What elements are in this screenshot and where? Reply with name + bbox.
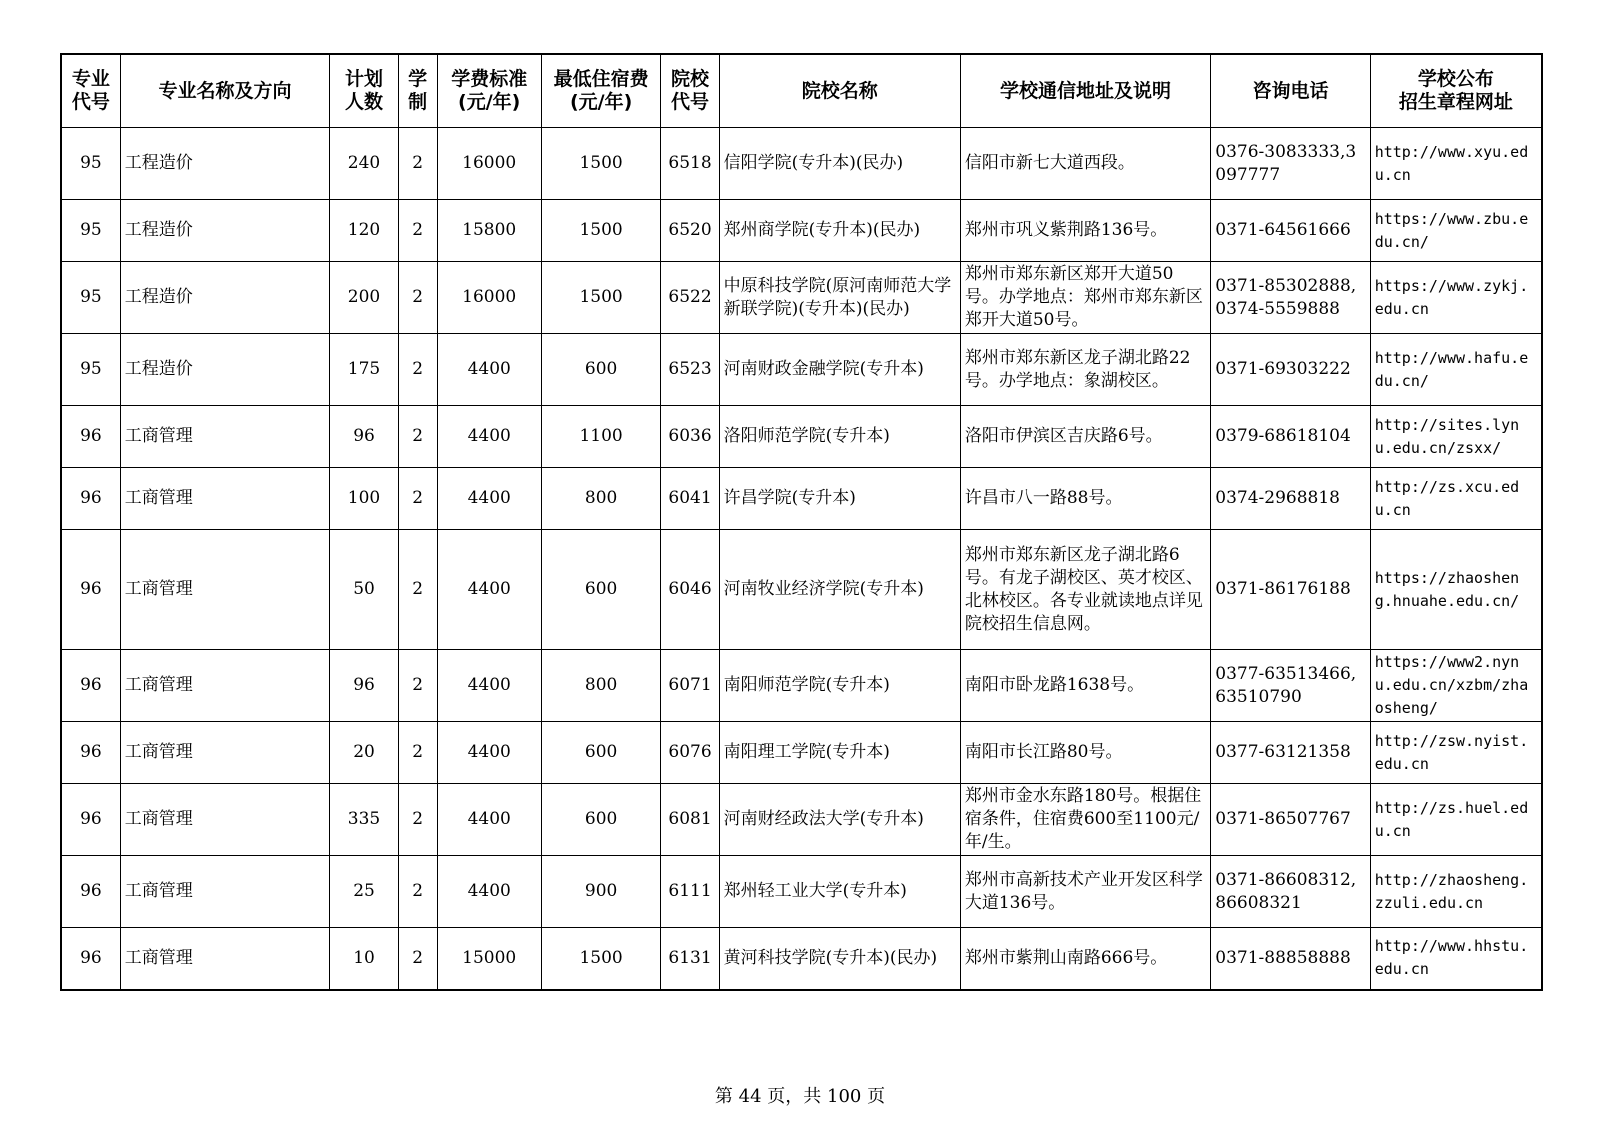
col-duration-cell: 2 (398, 406, 437, 468)
col-address-cell: 郑州市郑东新区郑开大道50号。办学地点：郑州市郑东新区郑开大道50号。 (960, 262, 1210, 334)
table-body (61, 128, 1542, 990)
col-tuition-cell: 15800 (437, 200, 541, 262)
col-housing-cell: 600 (541, 334, 661, 406)
col-phone-cell: 0371-69303222 (1211, 334, 1370, 406)
col-school-code-cell: 6046 (661, 530, 719, 650)
col-housing-cell: 800 (541, 650, 661, 722)
col-phone-cell: 0371-85302888,0374-5559888 (1211, 262, 1370, 334)
col-housing-cell: 1500 (541, 128, 661, 200)
col-major-code-cell: 96 (61, 468, 120, 530)
col-duration-cell: 2 (398, 722, 437, 784)
col-duration-cell: 2 (398, 650, 437, 722)
col-plan-count-cell: 175 (330, 334, 398, 406)
col-website-cell[interactable]: http://zsw.nyist.edu.cn (1370, 722, 1542, 784)
col-school-code-cell: 6041 (661, 468, 719, 530)
col-major-code-cell: 96 (61, 722, 120, 784)
col-address-cell: 信阳市新七大道西段。 (960, 128, 1210, 200)
table-row (61, 650, 1542, 722)
col-duration-cell: 2 (398, 334, 437, 406)
col-major-name-cell: 工商管理 (120, 406, 330, 468)
table-row (61, 928, 1542, 990)
col-major-name-cell: 工商管理 (120, 856, 330, 928)
col-major-name-cell: 工商管理 (120, 784, 330, 856)
col-tuition-cell: 16000 (437, 128, 541, 200)
col-website-cell[interactable]: https://www.zbu.edu.cn/ (1370, 200, 1542, 262)
table-row (61, 262, 1542, 334)
col-website-cell[interactable]: http://zhaosheng.zzuli.edu.cn (1370, 856, 1542, 928)
col-major-code-cell: 95 (61, 334, 120, 406)
col-tuition-cell: 4400 (437, 530, 541, 650)
col-major-name-cell: 工商管理 (120, 650, 330, 722)
col-housing-cell: 1100 (541, 406, 661, 468)
col-tuition-cell: 4400 (437, 406, 541, 468)
col-duration-cell: 2 (398, 530, 437, 650)
col-school-name-cell: 河南牧业经济学院(专升本) (719, 530, 960, 650)
col-tuition-cell: 4400 (437, 722, 541, 784)
col-major-name-cell: 工商管理 (120, 722, 330, 784)
col-duration-cell: 2 (398, 784, 437, 856)
col-tuition-cell: 4400 (437, 856, 541, 928)
col-school-name-cell: 南阳理工学院(专升本) (719, 722, 960, 784)
col-school-name-cell: 中原科技学院(原河南师范大学新联学院)(专升本)(民办) (719, 262, 960, 334)
col-housing-cell: 1500 (541, 200, 661, 262)
col-school-code-cell: 6523 (661, 334, 719, 406)
col-school-name-cell: 河南财经政法大学(专升本) (719, 784, 960, 856)
table-row (61, 334, 1542, 406)
col-phone-cell: 0371-86608312,86608321 (1211, 856, 1370, 928)
col-website-header: 学校公布 招生章程网址 (1370, 54, 1542, 128)
col-tuition-header: 学费标准 (元/年) (437, 54, 541, 128)
col-tuition-cell: 16000 (437, 262, 541, 334)
col-tuition-cell: 15000 (437, 928, 541, 990)
col-school-code-cell: 6522 (661, 262, 719, 334)
col-major-code-cell: 95 (61, 128, 120, 200)
col-address-cell: 南阳市长江路80号。 (960, 722, 1210, 784)
col-school-name-cell: 洛阳师范学院(专升本) (719, 406, 960, 468)
col-school-name-cell: 黄河科技学院(专升本)(民办) (719, 928, 960, 990)
table-row (61, 530, 1542, 650)
col-phone-cell: 0377-63121358 (1211, 722, 1370, 784)
col-school-name-cell: 南阳师范学院(专升本) (719, 650, 960, 722)
col-address-cell: 郑州市高新技术产业开发区科学大道136号。 (960, 856, 1210, 928)
col-school-code-cell: 6518 (661, 128, 719, 200)
col-website-cell[interactable]: http://sites.lynu.edu.cn/zsxx/ (1370, 406, 1542, 468)
col-housing-header: 最低住宿费 (元/年) (541, 54, 661, 128)
col-school-code-cell: 6076 (661, 722, 719, 784)
col-phone-cell: 0371-64561666 (1211, 200, 1370, 262)
col-major-code-cell: 96 (61, 856, 120, 928)
col-duration-cell: 2 (398, 200, 437, 262)
col-major-name-cell: 工商管理 (120, 530, 330, 650)
col-school-code-header: 院校 代号 (661, 54, 719, 128)
col-housing-cell: 600 (541, 530, 661, 650)
col-plan-count-cell: 25 (330, 856, 398, 928)
col-school-name-cell: 许昌学院(专升本) (719, 468, 960, 530)
col-major-code-cell: 96 (61, 406, 120, 468)
col-website-cell[interactable]: http://www.hafu.edu.cn/ (1370, 334, 1542, 406)
col-housing-cell: 800 (541, 468, 661, 530)
col-school-name-cell: 郑州轻工业大学(专升本) (719, 856, 960, 928)
col-school-name-cell: 郑州商学院(专升本)(民办) (719, 200, 960, 262)
col-duration-cell: 2 (398, 856, 437, 928)
col-address-cell: 郑州市郑东新区龙子湖北路6号。有龙子湖校区、英才校区、北林校区。各专业就读地点详见院校招生信息网。 (960, 530, 1210, 650)
col-housing-cell: 600 (541, 722, 661, 784)
table-row (61, 722, 1542, 784)
admission-table (60, 53, 1543, 991)
col-plan-count-cell: 50 (330, 530, 398, 650)
col-address-cell: 洛阳市伊滨区吉庆路6号。 (960, 406, 1210, 468)
col-housing-cell: 1500 (541, 928, 661, 990)
col-plan-count-cell: 96 (330, 650, 398, 722)
col-tuition-cell: 4400 (437, 468, 541, 530)
col-plan-count-cell: 200 (330, 262, 398, 334)
col-phone-cell: 0371-86507767 (1211, 784, 1370, 856)
table-row (61, 200, 1542, 262)
col-website-cell[interactable]: http://www.hhstu.edu.cn (1370, 928, 1542, 990)
col-plan-count-cell: 96 (330, 406, 398, 468)
col-plan-count-cell: 240 (330, 128, 398, 200)
col-tuition-cell: 4400 (437, 650, 541, 722)
col-major-code-cell: 95 (61, 262, 120, 334)
table-row (61, 468, 1542, 530)
col-school-name-header: 院校名称 (719, 54, 960, 128)
table-row (61, 128, 1542, 200)
col-phone-cell: 0379-68618104 (1211, 406, 1370, 468)
col-major-code-cell: 96 (61, 928, 120, 990)
col-major-code-cell: 95 (61, 200, 120, 262)
table-row (61, 856, 1542, 928)
col-address-cell: 郑州市金水东路180号。根据住宿条件，住宿费600至1100元/年/生。 (960, 784, 1210, 856)
col-major-name-cell: 工程造价 (120, 128, 330, 200)
col-address-cell: 许昌市八一路88号。 (960, 468, 1210, 530)
header-row (61, 54, 1542, 128)
col-duration-cell: 2 (398, 128, 437, 200)
col-major-name-cell: 工程造价 (120, 200, 330, 262)
col-phone-cell: 0376-3083333,3097777 (1211, 128, 1370, 200)
col-website-cell[interactable]: https://www2.nynu.edu.cn/xzbm/zhaosheng/ (1370, 650, 1542, 722)
col-major-name-cell: 工程造价 (120, 262, 330, 334)
col-website-cell[interactable]: http://www.xyu.edu.cn (1370, 128, 1542, 200)
col-school-name-cell: 信阳学院(专升本)(民办) (719, 128, 960, 200)
col-plan-count-header: 计划 人数 (330, 54, 398, 128)
col-website-cell[interactable]: http://zs.xcu.edu.cn (1370, 468, 1542, 530)
col-duration-cell: 2 (398, 262, 437, 334)
col-phone-cell: 0377-63513466,63510790 (1211, 650, 1370, 722)
col-school-code-cell: 6520 (661, 200, 719, 262)
col-website-cell[interactable]: https://www.zykj.edu.cn (1370, 262, 1542, 334)
col-phone-cell: 0371-88858888 (1211, 928, 1370, 990)
col-school-code-cell: 6111 (661, 856, 719, 928)
col-website-cell[interactable]: https://zhaosheng.hnuahe.edu.cn/ (1370, 530, 1542, 650)
table-row (61, 406, 1542, 468)
col-website-cell[interactable]: http://zs.huel.edu.cn (1370, 784, 1542, 856)
col-major-name-cell: 工商管理 (120, 468, 330, 530)
col-duration-header: 学 制 (398, 54, 437, 128)
col-school-code-cell: 6071 (661, 650, 719, 722)
col-major-code-header: 专业 代号 (61, 54, 120, 128)
col-duration-cell: 2 (398, 468, 437, 530)
col-plan-count-cell: 100 (330, 468, 398, 530)
col-phone-cell: 0371-86176188 (1211, 530, 1370, 650)
col-plan-count-cell: 20 (330, 722, 398, 784)
page-footer: 第 44 页，共 100 页 (714, 1086, 886, 1107)
col-school-code-cell: 6131 (661, 928, 719, 990)
col-phone-cell: 0374-2968818 (1211, 468, 1370, 530)
col-plan-count-cell: 335 (330, 784, 398, 856)
col-major-code-cell: 96 (61, 650, 120, 722)
col-address-header: 学校通信地址及说明 (960, 54, 1210, 128)
col-address-cell: 郑州市紫荆山南路666号。 (960, 928, 1210, 990)
col-school-name-cell: 河南财政金融学院(专升本) (719, 334, 960, 406)
col-phone-header: 咨询电话 (1211, 54, 1370, 128)
col-tuition-cell: 4400 (437, 334, 541, 406)
col-major-code-cell: 96 (61, 530, 120, 650)
col-major-name-header: 专业名称及方向 (120, 54, 330, 128)
col-duration-cell: 2 (398, 928, 437, 990)
col-major-code-cell: 96 (61, 784, 120, 856)
col-housing-cell: 900 (541, 856, 661, 928)
table-row (61, 784, 1542, 856)
col-housing-cell: 1500 (541, 262, 661, 334)
col-school-code-cell: 6036 (661, 406, 719, 468)
col-tuition-cell: 4400 (437, 784, 541, 856)
col-major-name-cell: 工程造价 (120, 334, 330, 406)
col-plan-count-cell: 10 (330, 928, 398, 990)
col-plan-count-cell: 120 (330, 200, 398, 262)
col-housing-cell: 600 (541, 784, 661, 856)
col-address-cell: 郑州市巩义紫荆路136号。 (960, 200, 1210, 262)
col-major-name-cell: 工商管理 (120, 928, 330, 990)
col-school-code-cell: 6081 (661, 784, 719, 856)
col-address-cell: 郑州市郑东新区龙子湖北路22号。办学地点：象湖校区。 (960, 334, 1210, 406)
col-address-cell: 南阳市卧龙路1638号。 (960, 650, 1210, 722)
